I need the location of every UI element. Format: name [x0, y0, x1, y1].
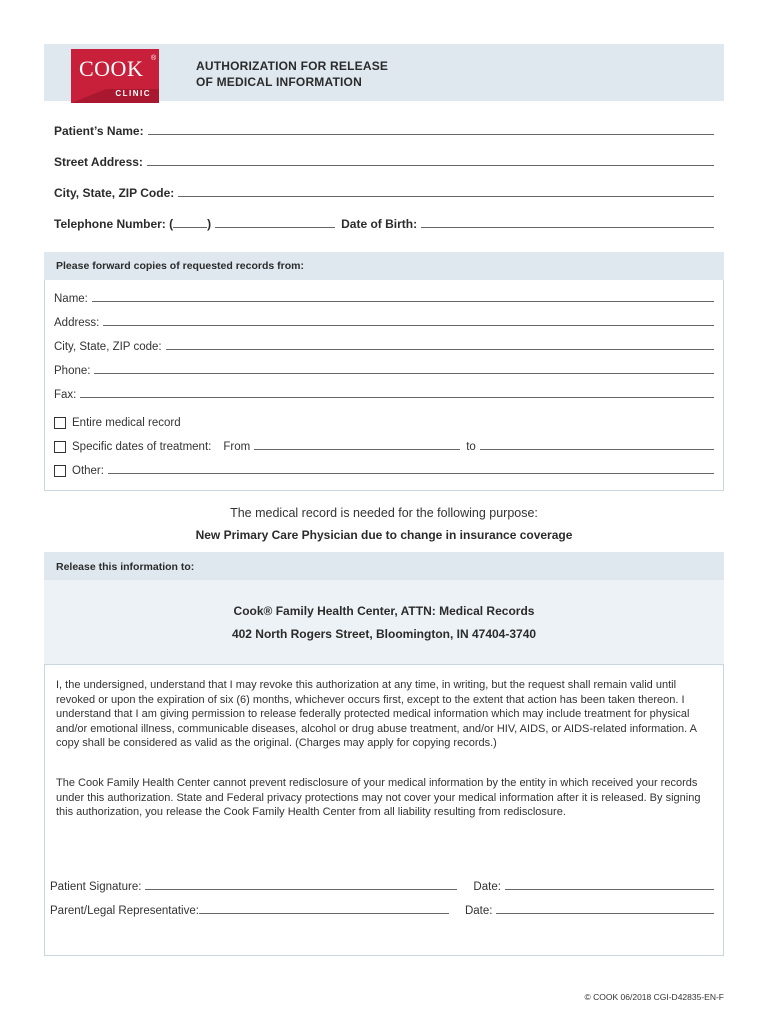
phone-number-field[interactable] [215, 227, 335, 228]
legal-paragraph-1: I, the undersigned, understand that I may revoke this authorization at any time, in writing, but the request shall remain valid until revoked or upon the expiration of six (6) months, whichever occurs first, except to the extent that action has been taken thereon. I understand that I am giving permission to release federally protected medical information which may include treatment for physical and/or emotional illness, communicable diseases, alcohol or drug abuse treatment, and/or HIV, AIDS, or AIDS-related information. A copy shall be considered as valid as the original. (Charges may apply for copying records.) [56, 679, 697, 750]
forward-address-label: Address: [54, 317, 100, 329]
specific-dates-label: Specific dates of treatment: [72, 441, 212, 453]
forward-name-label: Name: [54, 293, 88, 305]
form-footer: © COOK 06/2018 CGI-D42835-EN-F [584, 992, 724, 1002]
logo-word: COOK [79, 56, 144, 81]
purpose-value: New Primary Care Physician due to change in insurance coverage [195, 528, 573, 542]
dob-label: Date of Birth: [341, 217, 418, 231]
release-line2: 402 North Rogers Street, Bloomington, IN 47404-3740 [231, 627, 537, 641]
forward-fax-label: Fax: [54, 389, 77, 401]
to-label: to [466, 441, 476, 453]
street-address-label: Street Address: [54, 155, 143, 169]
representative-row [50, 899, 714, 917]
patient-name-field[interactable] [148, 134, 714, 135]
city-state-zip-row [54, 182, 714, 200]
phone-paren: ) [207, 217, 212, 231]
patient-date-label: Date: [473, 881, 501, 893]
forward-records-band [44, 252, 724, 280]
forward-address-row [54, 311, 714, 329]
other-field[interactable] [108, 473, 714, 474]
forward-phone-label: Phone: [54, 365, 91, 377]
representative-date-label: Date: [464, 905, 493, 917]
forward-city-field[interactable] [166, 349, 714, 350]
legal-paragraph-2: The Cook Family Health Center cannot prevent redisclosure of your medical information by the entity in which received your records under this authorization. State and Federal privacy protections may not cover your medical information after it is released. By signing this authorization, you release the Cook Family Health Center from all liability resulting from redisclosure. [56, 777, 701, 819]
street-address-row [54, 151, 714, 169]
from-date-field[interactable] [254, 449, 460, 450]
other-label: Other: [72, 465, 104, 477]
phone-dob-row [54, 213, 714, 231]
specific-dates-checkbox[interactable] [54, 441, 66, 453]
from-label: From [223, 441, 251, 453]
to-date-field[interactable] [480, 449, 714, 450]
forward-records-title: Please forward copies of requested records from: [56, 260, 304, 272]
representative-field[interactable] [199, 913, 449, 914]
patient-date-field[interactable] [505, 889, 714, 890]
release-band [44, 552, 724, 580]
cook-clinic-logo [71, 49, 159, 103]
patient-signature-field[interactable] [145, 889, 457, 890]
other-row [54, 459, 714, 477]
forward-name-row [54, 287, 714, 305]
forward-phone-row [54, 359, 714, 377]
form-header [44, 44, 724, 101]
phone-label: Telephone Number: ( [54, 217, 174, 231]
form-title [196, 58, 388, 90]
form-title-line2: OF MEDICAL INFORMATION [196, 75, 362, 89]
release-title: Release this information to: [56, 561, 195, 573]
release-info-box [44, 580, 724, 664]
forward-fax-field[interactable] [80, 397, 714, 398]
street-address-field[interactable] [147, 165, 714, 166]
form-title-line1: AUTHORIZATION FOR RELEASE [196, 59, 389, 73]
patient-signature-row [50, 875, 714, 893]
purpose-intro: The medical record is needed for the following purpose: [230, 506, 538, 520]
release-line1: Cook® Family Health Center, ATTN: Medical Records [233, 604, 535, 618]
forward-phone-field[interactable] [94, 373, 714, 374]
patient-name-row [54, 120, 714, 138]
specific-dates-row [54, 435, 714, 453]
forward-name-field[interactable] [92, 301, 714, 302]
forward-city-label: City, State, ZIP code: [54, 341, 162, 353]
other-checkbox[interactable] [54, 465, 66, 477]
logo-registered-mark: ® [151, 55, 157, 62]
logo-subtitle: CLINIC [115, 89, 151, 98]
patient-signature-label: Patient Signature: [50, 881, 142, 893]
form-page [44, 44, 724, 1002]
entire-record-label: Entire medical record [72, 417, 181, 429]
forward-city-row [54, 335, 714, 353]
forward-fax-row [54, 383, 714, 401]
representative-date-field[interactable] [496, 913, 714, 914]
representative-label: Parent/Legal Representative: [50, 905, 199, 917]
entire-record-row [54, 411, 714, 429]
dob-field[interactable] [421, 227, 714, 228]
patient-name-label: Patient’s Name: [54, 124, 144, 138]
phone-area-code-field[interactable] [173, 227, 207, 228]
city-state-zip-field[interactable] [178, 196, 714, 197]
entire-record-checkbox[interactable] [54, 417, 66, 429]
city-state-zip-label: City, State, ZIP Code: [54, 186, 175, 200]
forward-address-field[interactable] [103, 325, 714, 326]
